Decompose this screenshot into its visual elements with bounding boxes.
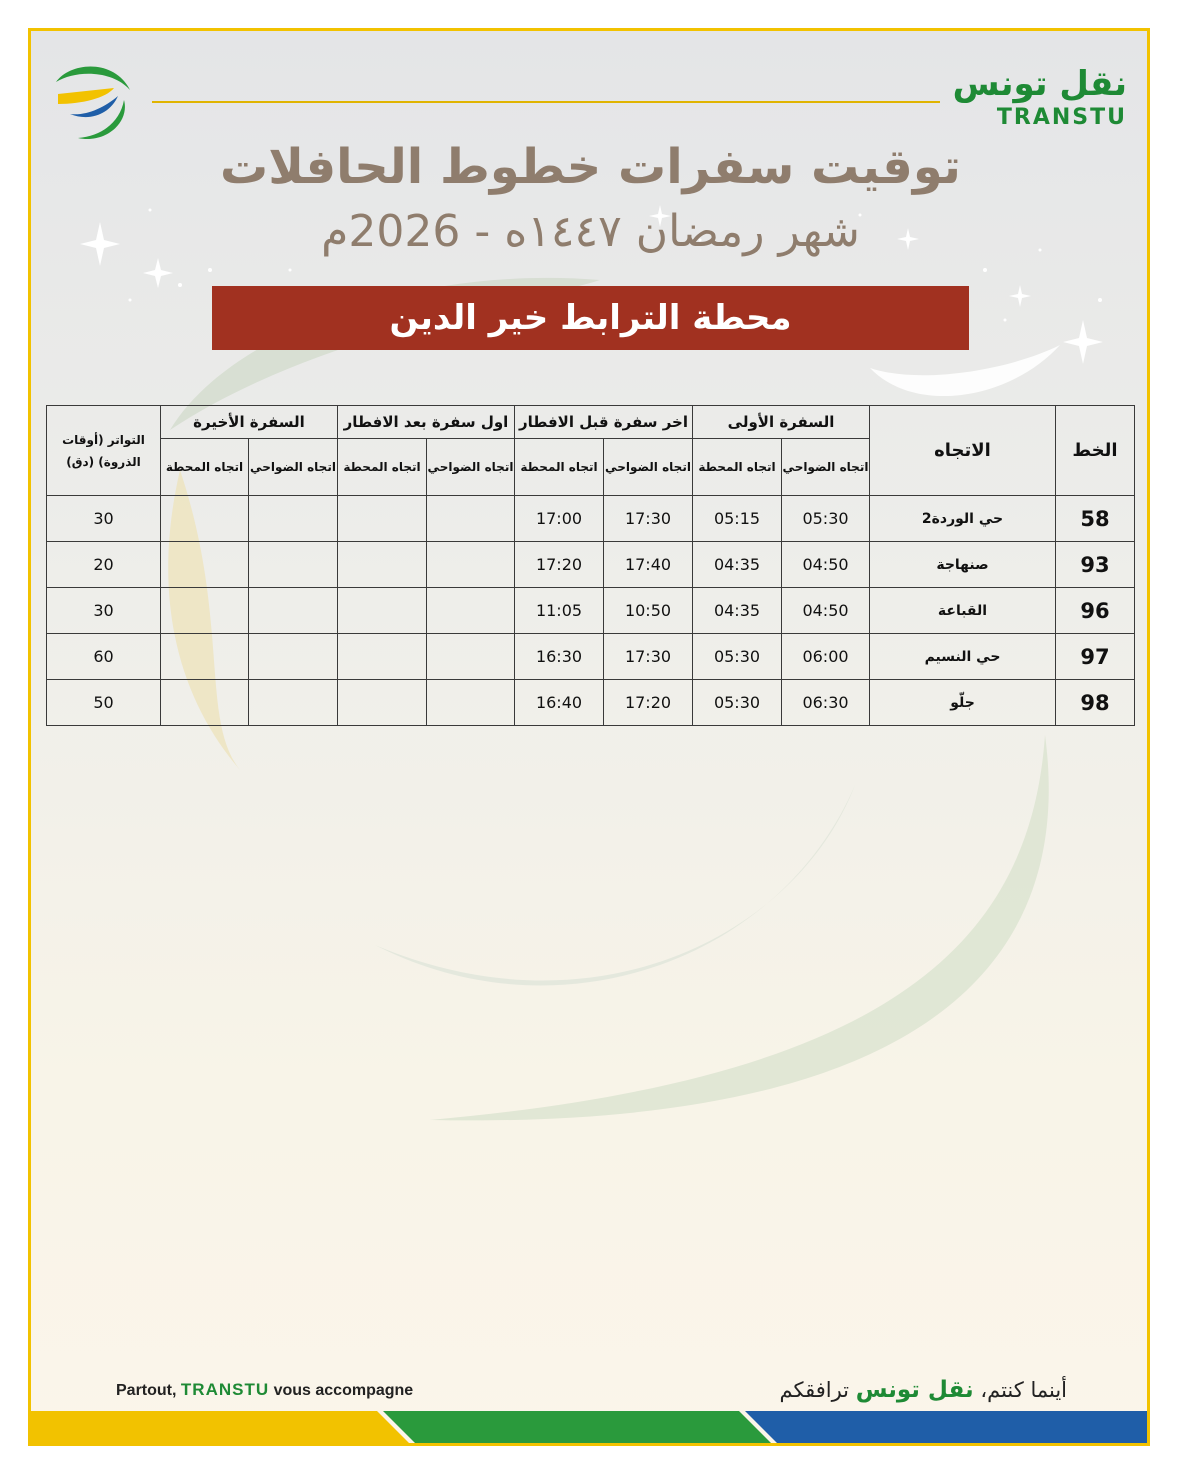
brand-arabic: نقل تونس xyxy=(952,64,1127,104)
time-cell xyxy=(161,634,249,680)
crescent-moon-icon xyxy=(870,345,1060,396)
subheader-suburbs: اتجاه الضواحي xyxy=(604,439,693,496)
subheader-station: اتجاه المحطة xyxy=(338,439,427,496)
time-cell xyxy=(161,542,249,588)
time-cell xyxy=(161,588,249,634)
sparkle-icon xyxy=(1009,285,1031,307)
time-cell: 04:35 xyxy=(693,542,782,588)
direction-name: صنهاجة xyxy=(870,542,1056,588)
time-cell xyxy=(338,588,427,634)
table-row xyxy=(47,680,1135,726)
table-row xyxy=(47,588,1135,634)
footer-slogan-french xyxy=(116,1379,413,1402)
time-cell xyxy=(427,496,515,542)
footer-fr-prefix: Partout, xyxy=(116,1382,177,1399)
header-first-after-iftar: اول سفرة بعد الافطار xyxy=(338,406,515,439)
header-direction: الاتجاه xyxy=(870,406,1056,496)
time-cell xyxy=(249,542,338,588)
time-cell: 06:00 xyxy=(782,634,870,680)
time-cell: 16:40 xyxy=(515,680,604,726)
time-cell: 10:50 xyxy=(604,588,693,634)
time-cell: 05:30 xyxy=(693,634,782,680)
header-first-trip: السفرة الأولى xyxy=(693,406,870,439)
time-cell: 06:30 xyxy=(782,680,870,726)
time-cell xyxy=(249,588,338,634)
bottom-color-bars xyxy=(31,1411,1147,1443)
sparkle-icon xyxy=(1063,320,1103,364)
footer-ar-prefix: أينما كنتم، xyxy=(980,1378,1067,1402)
bar-blue xyxy=(745,1411,1147,1443)
transtu-swoosh-logo-icon xyxy=(52,60,134,144)
footer-fr-brand: TRANSTU xyxy=(180,1380,270,1399)
bar-yellow xyxy=(31,1411,409,1443)
frequency-cell: 20 xyxy=(47,542,161,588)
line-number: 58 xyxy=(1056,496,1135,542)
time-cell: 17:20 xyxy=(515,542,604,588)
table-row xyxy=(47,542,1135,588)
header-frequency: التواتر (أوقات الذروة) (دق) xyxy=(47,406,161,496)
header-last-before-iftar: اخر سفرة قبل الافطار xyxy=(515,406,693,439)
time-cell: 04:35 xyxy=(693,588,782,634)
time-cell xyxy=(338,496,427,542)
frequency-cell: 60 xyxy=(47,634,161,680)
sparkle-icon xyxy=(143,258,173,288)
subheader-suburbs: اتجاه الضواحي xyxy=(782,439,870,496)
time-cell: 04:50 xyxy=(782,588,870,634)
line-number: 97 xyxy=(1056,634,1135,680)
header-divider xyxy=(152,101,940,103)
line-number: 93 xyxy=(1056,542,1135,588)
time-cell xyxy=(338,680,427,726)
time-cell xyxy=(161,496,249,542)
time-cell: 05:30 xyxy=(782,496,870,542)
table-row xyxy=(47,496,1135,542)
background-swoosh-light xyxy=(375,785,855,985)
subheader-station: اتجاه المحطة xyxy=(161,439,249,496)
station-name-banner: محطة الترابط خير الدين xyxy=(212,286,969,350)
header-line: الخط xyxy=(1056,406,1135,496)
subheader-station: اتجاه المحطة xyxy=(515,439,604,496)
time-cell: 17:30 xyxy=(604,496,693,542)
footer-ar-brand: نقل تونس xyxy=(855,1377,974,1403)
time-cell: 17:00 xyxy=(515,496,604,542)
page-title: توقيت سفرات خطوط الحافلات xyxy=(220,139,961,195)
page-subtitle: شهر رمضان ١٤٤٧ه - 2026م xyxy=(321,206,860,257)
subheader-station: اتجاه المحطة xyxy=(693,439,782,496)
time-cell: 11:05 xyxy=(515,588,604,634)
time-cell xyxy=(161,680,249,726)
time-cell: 05:15 xyxy=(693,496,782,542)
time-cell xyxy=(427,634,515,680)
bar-green xyxy=(383,1411,771,1443)
time-cell: 17:30 xyxy=(604,634,693,680)
footer-slogan-arabic xyxy=(780,1374,1067,1406)
header-last-trip: السفرة الأخيرة xyxy=(161,406,338,439)
time-cell xyxy=(427,588,515,634)
time-cell xyxy=(249,634,338,680)
subheader-suburbs: اتجاه الضواحي xyxy=(427,439,515,496)
frequency-cell: 50 xyxy=(47,680,161,726)
line-number: 98 xyxy=(1056,680,1135,726)
time-cell: 17:20 xyxy=(604,680,693,726)
background-swoosh-green-bottom xyxy=(430,735,1049,1120)
schedule-table xyxy=(46,405,1135,726)
time-cell: 17:40 xyxy=(604,542,693,588)
footer-fr-suffix: vous accompagne xyxy=(273,1382,414,1399)
direction-name: جلّو xyxy=(870,680,1056,726)
direction-name: حي الوردة2 xyxy=(870,496,1056,542)
direction-name: القباعة xyxy=(870,588,1056,634)
time-cell xyxy=(427,542,515,588)
time-cell xyxy=(338,634,427,680)
time-cell: 04:50 xyxy=(782,542,870,588)
time-cell: 16:30 xyxy=(515,634,604,680)
time-cell: 05:30 xyxy=(693,680,782,726)
direction-name: حي النسيم xyxy=(870,634,1056,680)
subheader-suburbs: اتجاه الضواحي xyxy=(249,439,338,496)
line-number: 96 xyxy=(1056,588,1135,634)
time-cell xyxy=(249,496,338,542)
time-cell xyxy=(249,680,338,726)
table-row xyxy=(47,634,1135,680)
brand-latin: TRANSTU xyxy=(996,105,1127,130)
footer-ar-suffix: ترافقكم xyxy=(779,1378,850,1402)
frequency-cell: 30 xyxy=(47,588,161,634)
time-cell xyxy=(338,542,427,588)
frequency-cell: 30 xyxy=(47,496,161,542)
time-cell xyxy=(427,680,515,726)
